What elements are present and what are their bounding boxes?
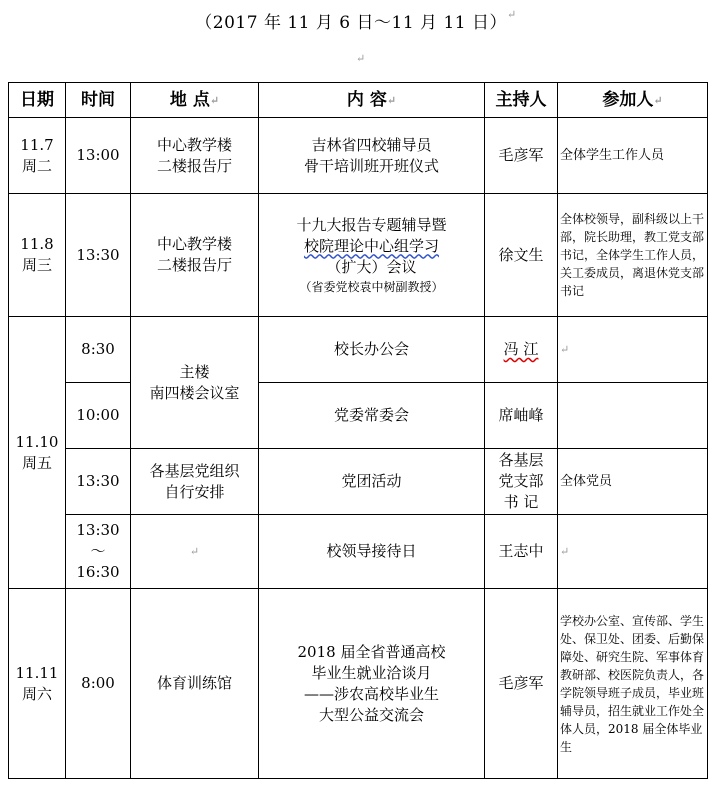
paragraph-mark-icon: ↵ [356, 52, 366, 65]
content-cell: 校领导接待日 [259, 515, 485, 589]
table-row [9, 383, 708, 449]
header-date: 日期 [9, 83, 66, 118]
time-cell: 8:30 [66, 317, 131, 383]
schedule-table [8, 82, 708, 779]
table-row [9, 194, 708, 317]
header-place: 地 点↵ [131, 83, 259, 118]
content-cell: 党委常委会 [259, 383, 485, 449]
host-cell: 各基层 党支部 书 记 [485, 449, 558, 515]
place-cell: 各基层党组织 自行安排 [131, 449, 259, 515]
host-cell: 毛彦军 [485, 118, 558, 194]
content-cell: 吉林省四校辅导员 骨干培训班开班仪式 [259, 118, 485, 194]
place-cell: 中心教学楼 二楼报告厅 [131, 118, 259, 194]
attendees-cell: 全体学生工作人员 [558, 118, 708, 194]
place-cell: 中心教学楼 二楼报告厅 [131, 194, 259, 317]
header-content: 内 容↵ [259, 83, 485, 118]
header-time: 时间 [66, 83, 131, 118]
host-cell: 徐文生 [485, 194, 558, 317]
time-cell: 10:00 [66, 383, 131, 449]
table-row [9, 589, 708, 779]
date-cell: 11.8 周三 [9, 194, 66, 317]
host-cell: 冯 江 [485, 317, 558, 383]
date-cell: 11.10 周五 [9, 317, 66, 589]
attendees-cell: 全体党员 [558, 449, 708, 515]
attendees-cell: 全体校领导，副科级以上干部，院长助理，教工党支部书记，全体学生工作人员，关工委成员，离退休党支部书记 [558, 194, 708, 317]
time-cell: 13:00 [66, 118, 131, 194]
place-cell: ↵ [131, 515, 259, 589]
schedule-title: （2017 年 11 月 6 日～11 月 11 日）↵ [195, 8, 517, 33]
host-cell: 席岫峰 [485, 383, 558, 449]
time-cell: 8:00 [66, 589, 131, 779]
table-row [9, 449, 708, 515]
header-host: 主持人 [485, 83, 558, 118]
paragraph-mark-icon: ↵ [507, 8, 517, 21]
attendees-cell: ↵ [558, 317, 708, 383]
time-cell: 13:30 [66, 194, 131, 317]
attendees-cell: 学校办公室、宣传部、学生处、保卫处、团委、后勤保障处、研究生院、军事体育教研部、校医院负责人，各学院领导班子成员，毕业班辅导员，招生就业工作处全体人员，2018 届全体毕业生 [558, 589, 708, 779]
content-cell: 校长办公会 [259, 317, 485, 383]
time-cell: 13:30 ～ 16:30 [66, 515, 131, 589]
table-row [9, 118, 708, 194]
content-cell: 十九大报告专题辅导暨 校院理论中心组学习 （扩大）会议 （省委党校袁中树副教授） [259, 194, 485, 317]
date-cell: 11.7 周二 [9, 118, 66, 194]
host-cell: 毛彦军 [485, 589, 558, 779]
time-cell: 13:30 [66, 449, 131, 515]
date-cell: 11.11 周六 [9, 589, 66, 779]
content-cell: 党团活动 [259, 449, 485, 515]
table-row [9, 317, 708, 383]
attendees-cell [558, 383, 708, 449]
attendees-cell: ↵ [558, 515, 708, 589]
table-row [9, 515, 708, 589]
place-cell: 主楼 南四楼会议室 [131, 317, 259, 449]
place-cell: 体育训练馆 [131, 589, 259, 779]
header-attendees: 参加人↵ [558, 83, 708, 118]
content-cell: 2018 届全省普通高校 毕业生就业洽谈月 ——涉农高校毕业生 大型公益交流会 [259, 589, 485, 779]
header-row [9, 83, 708, 118]
host-cell: 王志中 [485, 515, 558, 589]
